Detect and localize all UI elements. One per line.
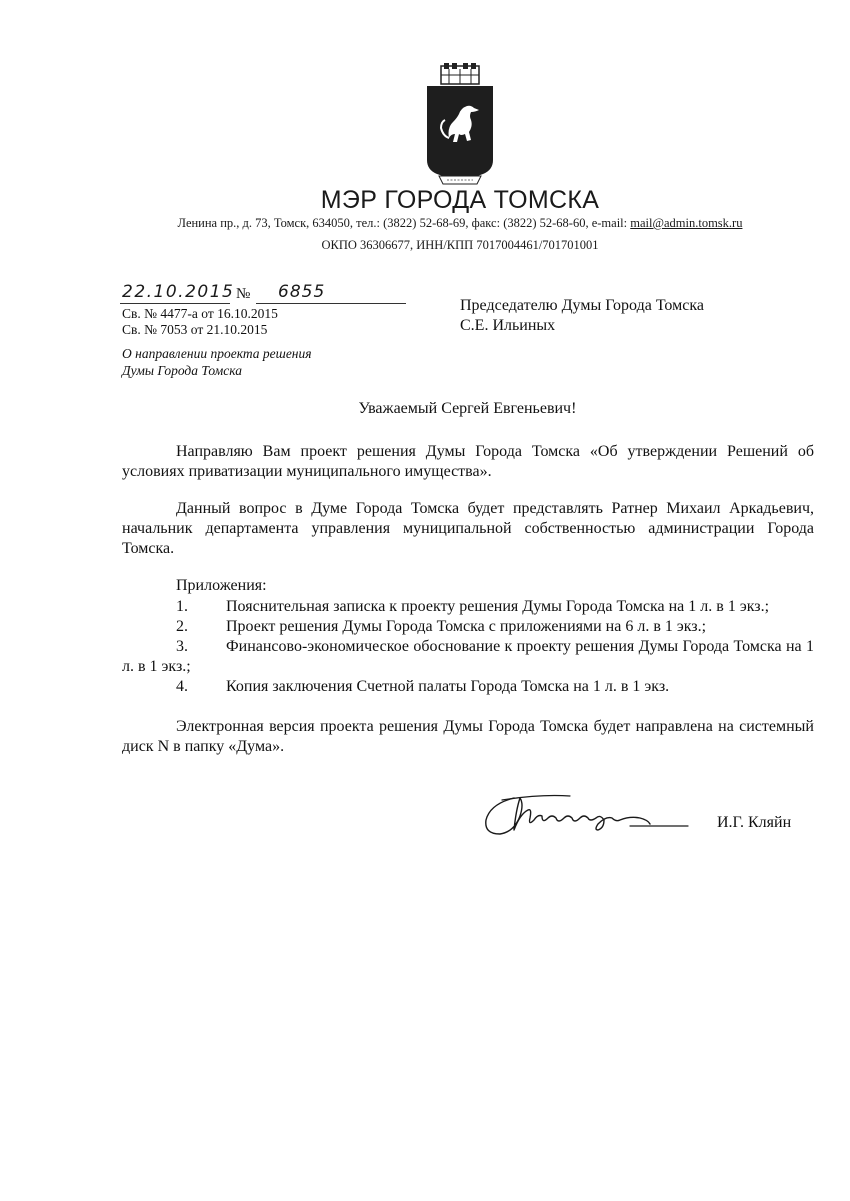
attachments-heading: Приложения: bbox=[176, 577, 267, 594]
registration-number-label: № bbox=[236, 286, 251, 302]
attachment-text: Финансово-экономическое обоснование к проекту решения Думы Города Томска на 1 л. в 1 экз.; bbox=[122, 638, 814, 675]
reference-1: Св. № 4477-а от 16.10.2015 bbox=[122, 306, 278, 321]
header-codes: ОКПО 36306677, ИНН/КПП 7017004461/701701001 bbox=[321, 238, 599, 252]
subject-line-1: О направлении проекта решения bbox=[122, 346, 312, 361]
registration-date: 22.10.2015 bbox=[122, 282, 235, 302]
header-title: МЭР ГОРОДА ТОМСКА bbox=[320, 186, 600, 214]
registration-number: 6855 bbox=[278, 282, 326, 302]
signer-name: И.Г. Кляйн bbox=[717, 814, 792, 831]
attachment-item bbox=[122, 677, 814, 697]
attachment-text: Пояснительная записка к проекту решения Думы Города Томска на 1 л. в 1 экз.; bbox=[226, 598, 770, 615]
coat-of-arms-icon bbox=[419, 62, 501, 190]
subject-line-2: Думы Города Томска bbox=[122, 363, 242, 378]
reference-2: Св. № 7053 от 21.10.2015 bbox=[122, 322, 268, 337]
attachment-item bbox=[122, 637, 814, 677]
attachment-text: Копия заключения Счетной палаты Города Томска на 1 л. в 1 экз. bbox=[226, 678, 670, 695]
signature-icon bbox=[480, 790, 695, 850]
header-address-text: Ленина пр., д. 73, Томск, 634050, тел.: (3822) 52-68-69, факс: (3822) 52-68-60, e-mail: bbox=[177, 216, 631, 230]
greeting: Уважаемый Сергей Евгеньевич! bbox=[358, 400, 577, 417]
attachment-item bbox=[122, 617, 814, 637]
attachment-number: 1. bbox=[176, 598, 188, 615]
registration-number-line bbox=[256, 303, 406, 304]
addressee-name: С.Е. Ильиных bbox=[460, 317, 556, 334]
body-paragraph-1: Направляю Вам проект решения Думы Города Томска «Об утверждении Решений об условиях приватизации муниципального имущества». bbox=[122, 443, 814, 480]
body-paragraph-2: Данный вопрос в Думе Города Томска будет представлять Ратнер Михаил Аркадьевич, начальник департамента управления муниципальной собственностью администрации Города Томска. bbox=[122, 500, 814, 557]
registration-date-line bbox=[120, 303, 230, 304]
attachment-number: 3. bbox=[176, 638, 188, 655]
addressee-title: Председателю Думы Города Томска bbox=[460, 297, 704, 314]
attachment-number: 2. bbox=[176, 618, 188, 635]
attachment-number: 4. bbox=[176, 678, 188, 695]
email-link[interactable]: mail@admin.tomsk.ru bbox=[630, 216, 743, 230]
attachment-item bbox=[122, 597, 814, 617]
body-paragraph-3: Электронная версия проекта решения Думы Города Томска будет направлена на системный диск N в папку «Дума». bbox=[122, 718, 814, 755]
header-address bbox=[0, 216, 850, 231]
attachment-text: Проект решения Думы Города Томска с приложениями на 6 л. в 1 экз.; bbox=[226, 618, 707, 635]
